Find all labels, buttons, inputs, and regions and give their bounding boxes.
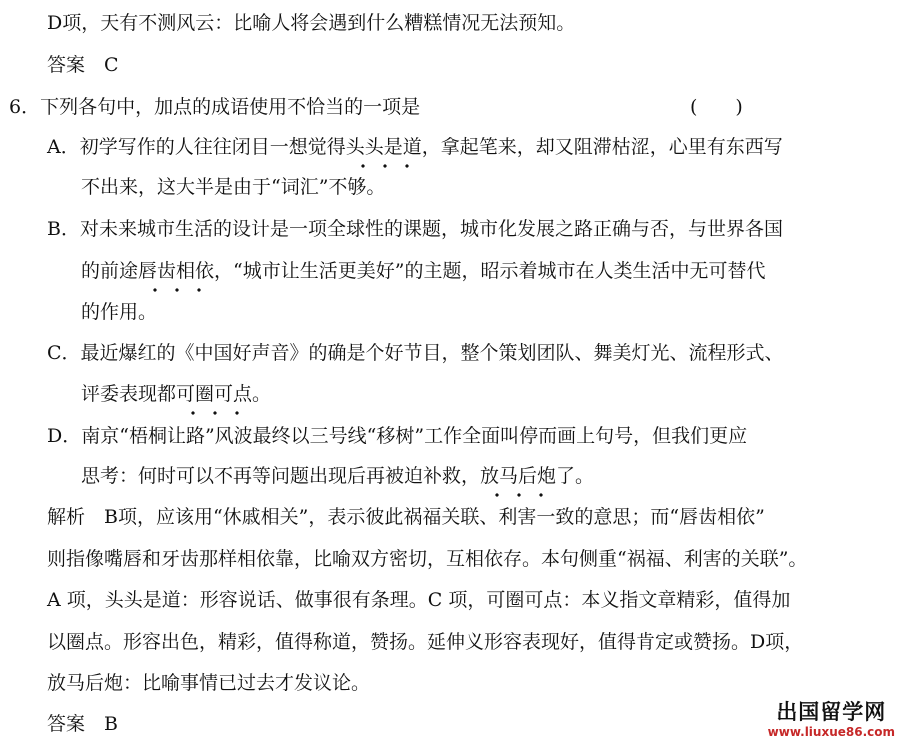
question-stem: 6．下列各句中，加点的成语使用不恰当的一项是 <box>9 96 421 118</box>
previous-option-d-text: D项，天有不测风云：比喻人将会遇到什么糟糕情况无法预知。 <box>47 12 576 34</box>
analysis-line-5: 放马后炮：比喻事情已过去才发议论。 <box>47 672 371 694</box>
dotted-idiom-a: 头头是道 <box>345 136 422 158</box>
option-a-line-1: A．初学写作的人往往闭目一想觉得头头是道，拿起笔来，却又阻滞枯涩，心里有东西写 <box>47 136 783 158</box>
option-d-line-2: 思考：何时可以不再等问题出现后再被迫补救，放马后炮了。 <box>81 465 595 487</box>
option-b-line-1: B．对未来城市生活的设计是一项全球性的课题，城市化发展之路正确与否，与世界各国 <box>47 218 783 240</box>
option-a-line-2: 不出来，这大半是由于“词汇”不够。 <box>81 176 386 198</box>
option-d-line-1: D．南京“梧桐让路”风波最终以三号线“移树”工作全面叫停而画上句号，但我们更应 <box>47 425 748 447</box>
option-c-line-2: 评委表现都可圈可点。 <box>81 383 272 405</box>
analysis-line-1: 解析 B项，应该用“休戚相关”，表示彼此祸福关联、利害一致的意思；而“唇齿相依” <box>47 506 765 528</box>
option-c-line-1: C．最近爆红的《中国好声音》的确是个好节目，整个策划团队、舞美灯光、流程形式、 <box>47 342 784 364</box>
answer: 答案 B <box>47 713 118 735</box>
watermark-logo: 出国留学网 www.liuxue86.com <box>767 700 895 739</box>
dotted-idiom-d: 放马后炮 <box>480 465 557 487</box>
option-b-line-2: 的前途唇齿相依，“城市让生活更美好”的主题，昭示着城市在人类生活中无可替代 <box>81 260 766 282</box>
previous-answer: 答案 C <box>47 54 119 76</box>
analysis-line-2: 则指像嘴唇和牙齿那样相依靠，比喻双方密切，互相依存。本句侧重“祸福、利害的关联”。 <box>47 548 808 570</box>
dotted-idiom-b: 唇齿相依 <box>138 260 215 282</box>
answer-parentheses: ( ) <box>690 96 743 118</box>
option-b-line-3: 的作用。 <box>81 301 158 323</box>
dotted-idiom-c: 可圈可点 <box>176 383 253 405</box>
analysis-line-4: 以圈点。形容出色，精彩，值得称道，赞扬。延伸义形容表现好，值得肯定或赞扬。D项， <box>47 631 804 653</box>
analysis-line-3: A 项，头头是道：形容说话、做事很有条理。C 项，可圈可点：本义指文章精彩，值得加 <box>47 589 791 611</box>
